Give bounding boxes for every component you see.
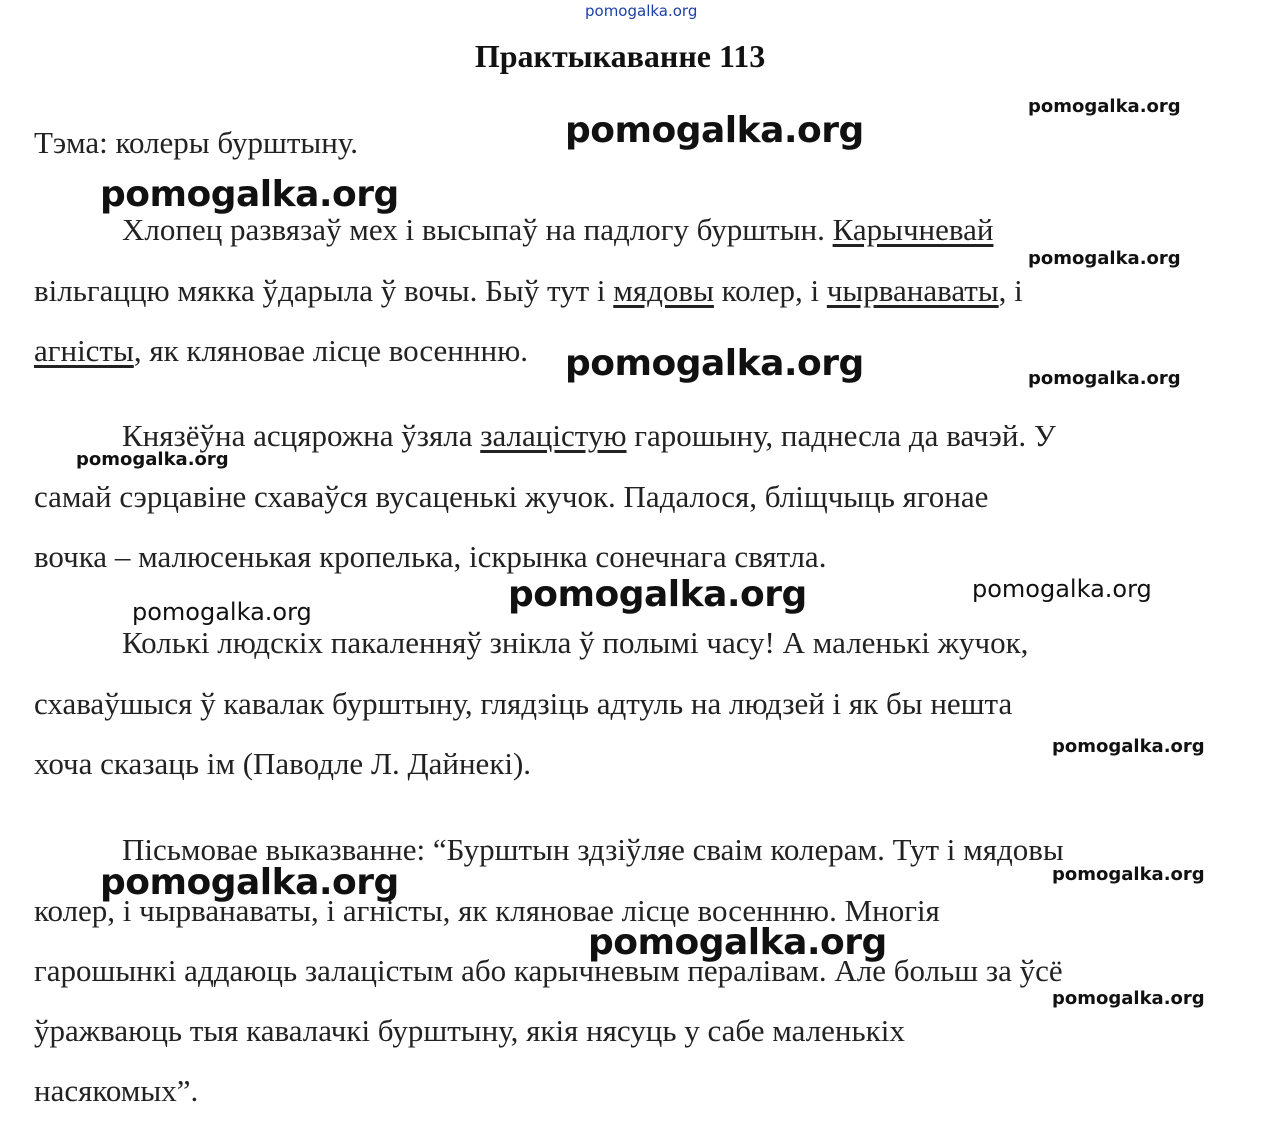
watermark: pomogalka.org [76,449,229,470]
paragraph2-line2: самай сэрцавіне схаваўся вусаценькі жучок. Падалося, бліщчыць ягонае [34,479,989,514]
topic-line: Тэма: колеры бурштыну. [34,125,358,160]
watermark: pomogalka.org [565,343,864,384]
watermark: pomogalka.org [132,598,312,626]
paragraph4-line4: ўражваюць тыя кавалачкі бурштыну, якія нясуць у сабе маленькіх [34,1013,905,1048]
watermark: pomogalka.org [100,862,399,903]
paragraph1-line2: вільгаццю мякка ўдарыла ў вочы. Быў тут і мядовы колер, і чырванаваты, і [34,273,1023,308]
paragraph4-line1: Пісьмовае выказванне: “Бурштын здзіўляе сваім колерам. Тут і мядовы [122,832,1064,867]
watermark: pomogalka.org [1052,864,1205,885]
paragraph4-line2: колер, і чырванаваты, і агністы, як кляновае лісце восеннню. Многія [34,893,940,928]
paragraph4-line5: насякомых”. [34,1073,199,1108]
paragraph3-line3: хоча сказаць ім (Паводле Л. Дайнекі). [34,746,532,781]
watermark: pomogalka.org [1028,368,1181,389]
watermark: pomogalka.org [1028,248,1181,269]
paragraph1-line1: Хлопец развязаў мех і высыпаў на падлогу бурштын. Карычневай [122,212,994,247]
watermark: pomogalka.org [588,922,887,963]
paragraph1-line3: агністы, як кляновае лісце восеннню. [34,333,528,368]
watermark-top: pomogalka.org [585,2,698,20]
watermark: pomogalka.org [100,174,399,215]
paragraph3-line2: схаваўшыся ў кавалак бурштыну, глядзіць адтуль на людзей і як бы нешта [34,686,1013,721]
paragraph2-line3: вочка – малюсенькая кропелька, іскрынка сонечнага святла. [34,539,827,574]
paragraph4-line3: гарошынкі аддаюць залацістым або карычневым пералівам. Але больш за ўсё [34,953,1063,988]
watermark: pomogalka.org [1052,988,1205,1009]
paragraph2-line1: Князёўна асцярожна ўзяла залацістую гарошыну, паднесла да вачэй. У [122,418,1056,453]
watermark: pomogalka.org [565,110,864,151]
paragraph3-line1: Колькі людскіх пакаленняў зніклa ў полымі часу! А маленькі жучок, [122,625,1029,660]
watermark: pomogalka.org [972,575,1152,603]
watermark: pomogalka.org [1052,736,1205,757]
watermark: pomogalka.org [1028,96,1181,117]
watermark: pomogalka.org [508,574,807,615]
page-title: Практыкаванне 113 [474,38,766,74]
